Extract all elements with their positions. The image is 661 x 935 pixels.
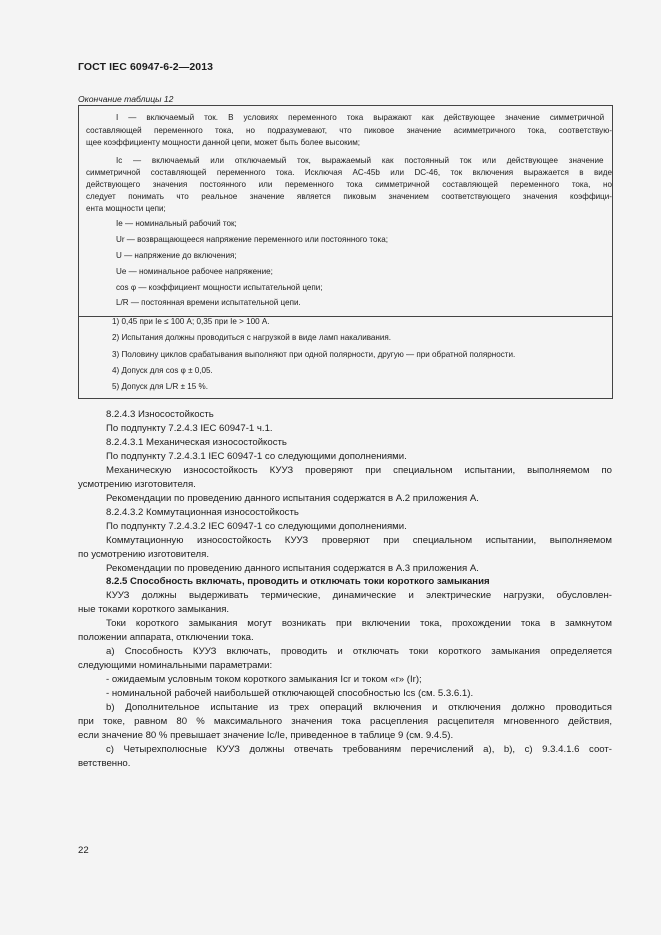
body-paragraph-line: при токе, равном 80 % максимального значения тока расцепления расцепителя мгновенного действия,	[78, 716, 612, 727]
body-paragraph-line: По подпункту 7.2.4.3.1 IEC 60947-1 со следующими дополнениями.	[106, 451, 407, 462]
table-footnote: 2) Испытания должны проводиться с нагрузкой в виде ламп накаливания.	[112, 333, 392, 342]
body-paragraph-line: ветственно.	[78, 758, 131, 769]
body-paragraph-line: положении аппарата, отключении тока.	[78, 632, 254, 643]
body-paragraph-line: По подпункту 7.2.4.3.2 IEC 60947-1 со следующими дополнениями.	[106, 521, 407, 532]
table-definition-line: Ue — номинальное рабочее напряжение;	[116, 267, 273, 276]
table-definition-line: следует понимать что реальное значение является пиковым значением соответствующего значения коэффици-	[86, 192, 612, 201]
body-paragraph-line: b) Дополнительное испытание из трех операций включения и отключения должно проводиться	[106, 702, 612, 713]
body-paragraph-line: Механическую износостойкость КУУЗ проверяют при специальном испытании, выполняемом по	[106, 465, 612, 476]
body-paragraph-line: Коммутационную износостойкость КУУЗ проверяют при специальном испытании, выполняемом	[106, 535, 612, 546]
table-definition-line: щее коэффициенту мощности данной цепи, может быть более высоким;	[86, 138, 361, 147]
body-paragraph-line: если значение 80 % превышает значение Ic/Ie, приведенное в таблице 9 (см. 9.4.5).	[78, 730, 454, 741]
body-paragraph-line: По подпункту 7.2.4.3 IEC 60947-1 ч.1.	[106, 423, 273, 434]
body-paragraph-line: следующими номинальными параметрами:	[78, 660, 273, 671]
table-definition-line: составляющей переменного тока, но подразумевают, что пиковое значение асимметричного тока, соответствую-	[86, 126, 612, 135]
table-footnote: 5) Допуск для L/R ± 15 %.	[112, 382, 209, 391]
body-paragraph-line: КУУЗ должны выдерживать термические, динамические и электрические нагрузки, обусловлен-	[106, 590, 612, 601]
body-paragraph-line: 8.2.5 Способность включать, проводить и отключать токи короткого замыкания	[106, 576, 490, 587]
body-paragraph-line: Токи короткого замыкания могут возникать при включении тока, прохождении тока в замкнутом	[106, 618, 612, 629]
table-footnote: 4) Допуск для cos φ ± 0,05.	[112, 366, 213, 375]
body-paragraph-line: - ожидаемым условным током короткого замыкания Icr и током «r» (Ir);	[106, 674, 422, 685]
page-header: ГОСТ IEC 60947-6-2—2013	[78, 61, 214, 73]
table-definition-line: действующего значения постоянного или переменного тока симметричной составляющей переменного тока, но	[86, 180, 612, 189]
table-definition-line: Ic — включаемый или отключаемый ток, выражаемый как постоянный ток или действующее значение	[116, 156, 604, 165]
table-footnote: 1) 0,45 при Ie ≤ 100 А; 0,35 при Ie > 100 А.	[112, 317, 270, 326]
table-footnote: 3) Половину циклов срабатывания выполняют при одной полярности, другую — при обратной полярности.	[112, 350, 516, 359]
table-definition-line: Ur — возвращающееся напряжение переменного или постоянного тока;	[116, 235, 388, 244]
body-paragraph-line: по усмотрению изготовителя.	[78, 549, 209, 560]
table-definition-line: L/R — постоянная времени испытательной цепи.	[116, 298, 301, 307]
table-caption: Окончание таблицы 12	[78, 94, 174, 104]
table-definition-line: I — включаемый ток. В условиях переменного тока выражают как действующее значение симметричной	[116, 113, 605, 122]
body-paragraph-line: ные токами короткого замыкания.	[78, 604, 230, 615]
body-paragraph-line: усмотрению изготовителя.	[78, 479, 196, 490]
table-definition-line: cos φ — коэффициент мощности испытательной цепи;	[116, 283, 323, 292]
table-definition-line: симметричной составляющей переменного тока. Исключая AC-45b или DC-46, ток включения выражается в виде	[86, 168, 612, 177]
body-paragraph-line: Рекомендации по проведению данного испытания содержатся в А.2 приложения А.	[106, 493, 479, 504]
body-paragraph-line: 8.2.4.3 Износостойкость	[106, 409, 214, 420]
body-paragraph-line: 8.2.4.3.1 Механическая износостойкость	[106, 437, 287, 448]
body-paragraph-line: Рекомендации по проведению данного испытания содержатся в А.3 приложения А.	[106, 563, 479, 574]
table-definition-line: U — напряжение до включения;	[116, 251, 237, 260]
page-number: 22	[78, 845, 89, 856]
table-definition-line: ента мощности цепи;	[86, 204, 166, 213]
body-paragraph-line: с) Четырехполюсные КУУЗ должны отвечать требованиям перечислений а), b), с) 9.3.4.1.6 соот-	[106, 744, 612, 755]
body-paragraph-line: а) Способность КУУЗ включать, проводить и отключать токи короткого замыкания определяется	[106, 646, 612, 657]
body-paragraph-line: 8.2.4.3.2 Коммутационная износостойкость	[106, 507, 299, 518]
table-definition-line: Ie — номинальный рабочий ток;	[116, 219, 237, 228]
body-paragraph-line: - номинальной рабочей наибольшей отключающей способностью Ics (см. 5.3.6.1).	[106, 688, 474, 699]
